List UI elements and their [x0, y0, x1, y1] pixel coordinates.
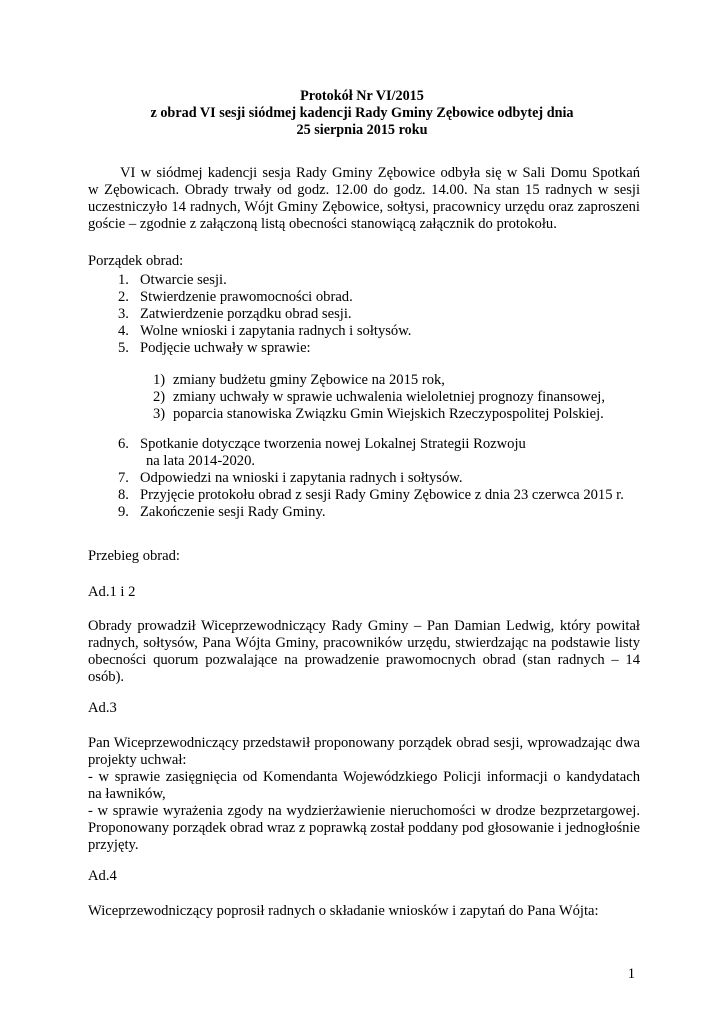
- list-item: [118, 470, 624, 487]
- sublist-item: [153, 372, 605, 389]
- ad3-line-7: przyjęty.: [88, 837, 139, 853]
- agenda-list: [118, 272, 411, 357]
- list-item-number: 1.: [118, 272, 129, 288]
- sublist-item-text: zmiany budżetu gminy Zębowice na 2015 rok,: [173, 372, 445, 388]
- sublist-item-number: 2): [153, 389, 166, 405]
- ad12-line-4: osób).: [88, 669, 125, 685]
- list-item-text: Podjęcie uchwały w sprawie:: [140, 340, 311, 356]
- ad4-heading: Ad.4: [88, 868, 117, 884]
- list-item-text: Odpowiedzi na wnioski i zapytania radnych i sołtysów.: [140, 470, 463, 486]
- list-item-number: 5.: [118, 340, 129, 356]
- intro-paragraph: [88, 165, 640, 233]
- ad3-line-3: - w sprawie zasięgnięcia od Komendanta Wojewódzkiego Policji informacji o kandydatach: [88, 769, 640, 785]
- list-item: [118, 289, 411, 306]
- agenda-list-continued: [118, 436, 624, 521]
- list-item: [118, 504, 624, 521]
- ad12-heading: Ad.1 i 2: [88, 584, 136, 600]
- list-item-continuation: na lata 2014-2020.: [146, 453, 256, 469]
- list-item: [118, 306, 411, 323]
- agenda-heading: Porządek obrad:: [88, 253, 184, 269]
- intro-line-3: uczestniczyło 14 radnych, Wójt Gminy Zębowice, sołtysi, pracownicy urzędu oraz zaproszeni: [88, 199, 640, 215]
- list-item-number: 7.: [118, 470, 129, 486]
- page-number: 1: [627, 966, 635, 982]
- list-item-text: Przyjęcie protokołu obrad z sesji Rady Gminy Zębowice z dnia 23 czerwca 2015 r.: [140, 487, 624, 503]
- list-item-number: 6.: [118, 436, 129, 452]
- agenda-sublist: [153, 372, 605, 423]
- title-line-2: z obrad VI sesji siódmej kadencji Rady Gminy Zębowice odbytej dnia: [150, 105, 574, 121]
- list-item-text: Stwierdzenie prawomocności obrad.: [140, 289, 353, 305]
- ad12-paragraph: [88, 618, 640, 686]
- intro-line-4: goście – zgodnie z załączoną listą obecności stanowiącą załącznik do protokołu.: [88, 216, 557, 232]
- document-title: [0, 88, 724, 139]
- sublist-item-text: poparcia stanowiska Związku Gmin Wiejskich Rzeczypospolitej Polskiej.: [173, 406, 604, 422]
- list-item-text: Zatwierdzenie porządku obrad sesji.: [140, 306, 352, 322]
- intro-line-2: w Zębowicach. Obrady trwały od godz. 12.00 do godz. 14.00. Na stan 15 radnych w sesji: [88, 182, 640, 198]
- ad3-paragraph: [88, 735, 640, 854]
- list-item: [118, 436, 624, 453]
- list-item-text: Wolne wnioski i zapytania radnych i sołtysów.: [140, 323, 412, 339]
- ad12-line-1: Obrady prowadził Wiceprzewodniczący Rady Gminy – Pan Damian Ledwig, który powitał: [88, 618, 640, 634]
- list-item: [118, 487, 624, 504]
- list-item-number: 8.: [118, 487, 129, 503]
- sublist-item-number: 3): [153, 406, 166, 422]
- list-item: [118, 323, 411, 340]
- list-item-text: Otwarcie sesji.: [140, 272, 227, 288]
- ad3-line-6: Proponowany porządek obrad wraz z poprawką został poddany pod głosowanie i jednogłośnie: [88, 820, 640, 836]
- ad3-line-5: - w sprawie wyrażenia zgody na wydzierżawienie nieruchomości w drodze bezprzetargowej.: [88, 803, 640, 819]
- ad3-line-1: Pan Wiceprzewodniczący przedstawił proponowany porządek obrad sesji, wprowadzając dwa: [88, 735, 640, 751]
- list-item: [118, 340, 411, 357]
- ad3-line-2: projekty uchwał:: [88, 752, 187, 768]
- proceedings-heading: Przebieg obrad:: [88, 548, 180, 564]
- sublist-item: [153, 406, 605, 423]
- list-item-number: 4.: [118, 323, 129, 339]
- ad12-line-3: obecności quorum pozwalające na prowadzenie prawomocnych obrad (stan radnych – 14: [88, 652, 640, 668]
- ad3-heading: Ad.3: [88, 700, 117, 716]
- title-line-1: Protokół Nr VI/2015: [300, 88, 424, 104]
- title-line-3: 25 sierpnia 2015 roku: [296, 122, 428, 138]
- sublist-item-text: zmiany uchwały w sprawie uchwalenia wieloletniej prognozy finansowej,: [173, 389, 605, 405]
- list-item-number: 3.: [118, 306, 129, 322]
- list-item: [118, 272, 411, 289]
- ad4-line: Wiceprzewodniczący poprosił radnych o składanie wniosków i zapytań do Pana Wójta:: [88, 903, 599, 919]
- list-item-number: 9.: [118, 504, 129, 520]
- sublist-item-number: 1): [153, 372, 166, 388]
- ad3-line-4: na ławników,: [88, 786, 166, 802]
- list-item-text: Spotkanie dotyczące tworzenia nowej Lokalnej Strategii Rozwoju: [140, 436, 526, 452]
- sublist-item: [153, 389, 605, 406]
- intro-line-1: VI w siódmej kadencji sesja Rady Gminy Zębowice odbyła się w Sali Domu Spotkań: [120, 165, 640, 181]
- ad12-line-2: radnych, sołtysów, Pana Wójta Gminy, pracowników urzędu, stwierdzając na podstawie listy: [88, 635, 640, 651]
- list-item-number: 2.: [118, 289, 129, 305]
- list-item-text: Zakończenie sesji Rady Gminy.: [140, 504, 326, 520]
